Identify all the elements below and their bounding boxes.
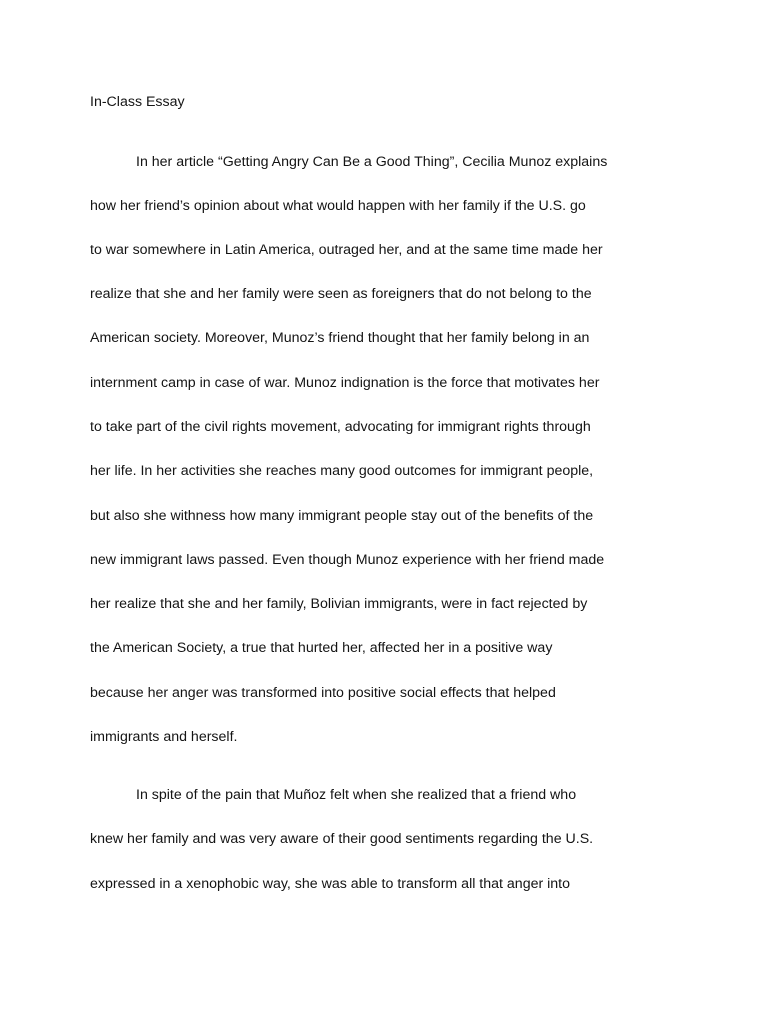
paragraph-1-line-4: realize that she and her family were seen as foreigners that do not belong to the	[90, 286, 592, 302]
paragraph-1-line-1: In her article “Getting Angry Can Be a Good Thing”, Cecilia Munoz explains	[136, 154, 608, 170]
paragraph-1-line-2: how her friend’s opinion about what would happen with her family if the U.S. go	[90, 198, 586, 214]
paragraph-1-line-12: the American Society, a true that hurted her, affected her in a positive way	[90, 640, 553, 656]
paragraph-2-line-2: knew her family and was very aware of their good sentiments regarding the U.S.	[90, 831, 594, 847]
paragraph-1-line-8: her life. In her activities she reaches many good outcomes for immigrant people,	[90, 463, 594, 479]
paragraph-1-line-6: internment camp in case of war. Munoz indignation is the force that motivates her	[90, 375, 600, 391]
paragraph-1-line-3: to war somewhere in Latin America, outraged her, and at the same time made her	[90, 242, 603, 258]
paragraph-1-line-14: immigrants and herself.	[90, 729, 238, 745]
paragraph-2-line-1: In spite of the pain that Muñoz felt when she realized that a friend who	[136, 787, 577, 803]
document-title: In-Class Essay	[90, 94, 185, 110]
paragraph-1-line-10: new immigrant laws passed. Even though Munoz experience with her friend made	[90, 552, 605, 568]
paragraph-1-line-7: to take part of the civil rights movement, advocating for immigrant rights through	[90, 419, 591, 435]
paragraph-1-line-11: her realize that she and her family, Bolivian immigrants, were in fact rejected by	[90, 596, 588, 612]
paragraph-1-line-13: because her anger was transformed into positive social effects that helped	[90, 685, 556, 701]
paragraph-1-line-5: American society. Moreover, Munoz’s friend thought that her family belong in an	[90, 330, 590, 346]
paragraph-1-line-9: but also she withness how many immigrant people stay out of the benefits of the	[90, 508, 594, 524]
paragraph-2-line-3: expressed in a xenophobic way, she was able to transform all that anger into	[90, 876, 571, 892]
